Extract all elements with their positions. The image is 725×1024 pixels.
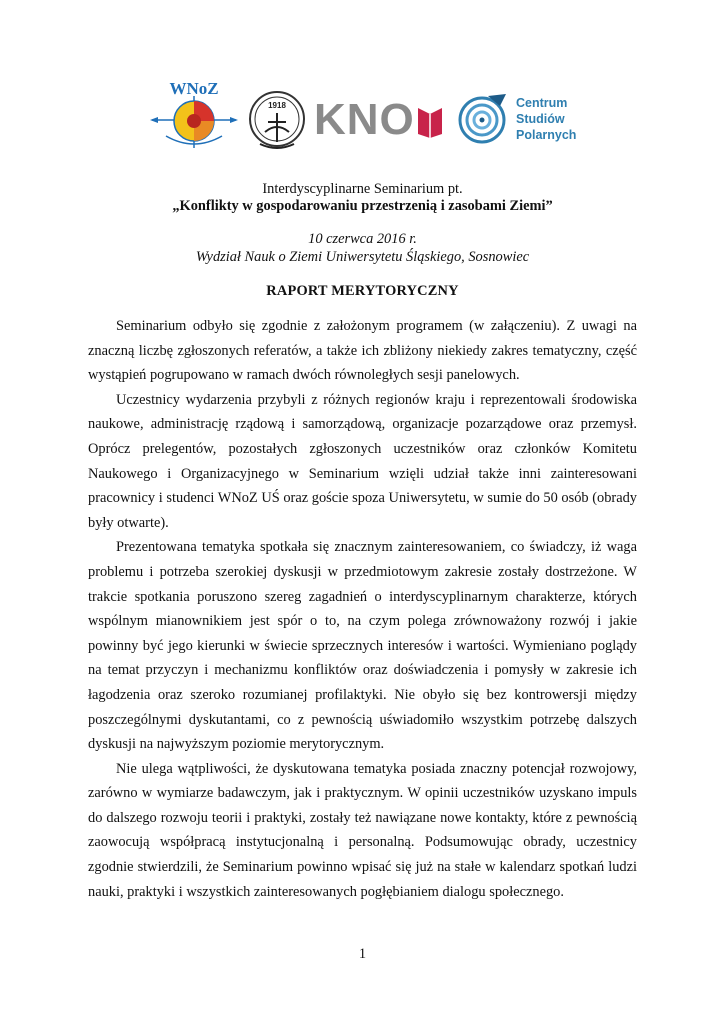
paragraph-2: Uczestnicy wydarzenia przybyli z różnych regionów kraju i reprezentowali środowiska naukowe, administrację rządową i samorządową, organizacje pozarządowe oraz przemysł. Oprócz prelegentów, pozostałych zgłoszonych uczestników oraz członków Komitetu Naukowego i Organizacyjnego w Seminarium wzięli udział także inni zainteresowani pracownicy i studenci WNoZ UŚ oraz goście spoza Uniwersytetu, w sumie do 50 osób (obrady były otwarte). bbox=[88, 391, 637, 531]
university-seal-logo bbox=[248, 84, 306, 154]
seminar-title bbox=[0, 181, 725, 215]
seminar-title-line-2: „Konflikty w gospodarowaniu przestrzenią i zasobami Ziemi” bbox=[172, 198, 553, 214]
centrum-studiow-polarnych-logo bbox=[458, 92, 588, 148]
paragraph-1: Seminarium odbyło się zgodnie z założonym programem (w załączeniu). Z uwagi na znaczną liczbę zgłoszonych referatów, a także ich zbliżony niekiedy zakres tematyczny, część wystąpień pogrupowano w ramach dwóch równoległych sesji panelowych. bbox=[88, 318, 637, 384]
csp-line-1: Centrum bbox=[516, 96, 568, 110]
csp-line-3: Polarnych bbox=[516, 128, 577, 142]
csp-line-2: Studiów bbox=[516, 112, 565, 126]
report-heading: RAPORT MERYTORYCZNY bbox=[266, 283, 459, 299]
report-body bbox=[88, 314, 637, 904]
csp-logo-text bbox=[516, 95, 576, 143]
logo-strip bbox=[148, 78, 588, 158]
kno-logo bbox=[314, 95, 442, 144]
book-icon bbox=[418, 104, 442, 138]
seminar-title-line-1: Interdyscyplinarne Seminarium pt. bbox=[262, 181, 463, 197]
wnoz-logo bbox=[148, 78, 240, 150]
polar-globe-icon bbox=[458, 92, 510, 146]
kno-logo-text: KNO bbox=[314, 95, 415, 144]
paragraph-3: Prezentowana tematyka spotkała się znacznym zainteresowaniem, co świadczy, iż waga problemu i potrzeba szerokiej dyskusji w przedmiotowym zakresie zostały dostrzeżone. W trakcie spotkania poruszono szereg zagadnień o interdyscyplinarnym charakterze, których wspólnym mianownikiem jest spór o to, na czym polega zrównoważony rozwój i jakie powinny być jego kierunki w świecie sprzecznych interesów i wartości. Wymieniano poglądy na temat przyczyn i mechanizmu konfliktów oraz doświadczenia i pomysły w zakresie ich łagodzenia oraz szeroko rozumianej profilaktyki. Nie obyło się bez kontrowersji między poszczególnymi dyskutantami, co z pewnością uświadomiło wszystkim potrzebę dalszych dyskusji na najwyższym poziomie merytorycznym. bbox=[88, 539, 637, 753]
event-date: 10 czerwca 2016 r. bbox=[308, 231, 417, 247]
event-venue: Wydział Nauk o Ziemi Uniwersytetu Śląskiego, Sosnowiec bbox=[195, 249, 530, 265]
wnoz-logo-text: WNoZ bbox=[169, 79, 219, 98]
event-details bbox=[0, 230, 725, 266]
paragraph-4: Nie ulega wątpliwości, że dyskutowana tematyka posiada znaczny potencjał rozwojowy, zarówno w wymiarze badawczym, jak i praktycznym. W opinii uczestników uzyskano impuls do dalszego rozwoju teorii i praktyki, zostały też nawiązane nowe kontakty, które z pewnością zaowocują współpracą instytucjonalną i personalną. Podsumowując obrady, uczestnicy zgodnie stwierdzili, że Seminarium powinno wpisać się już na stałe w kalendarz spotkań ludzi nauki, praktyki i wszystkich zainteresowanych pogłębianiem dialogu społecznego. bbox=[88, 760, 637, 900]
seal-year: 1918 bbox=[268, 101, 286, 110]
page-number: 1 bbox=[358, 946, 367, 962]
